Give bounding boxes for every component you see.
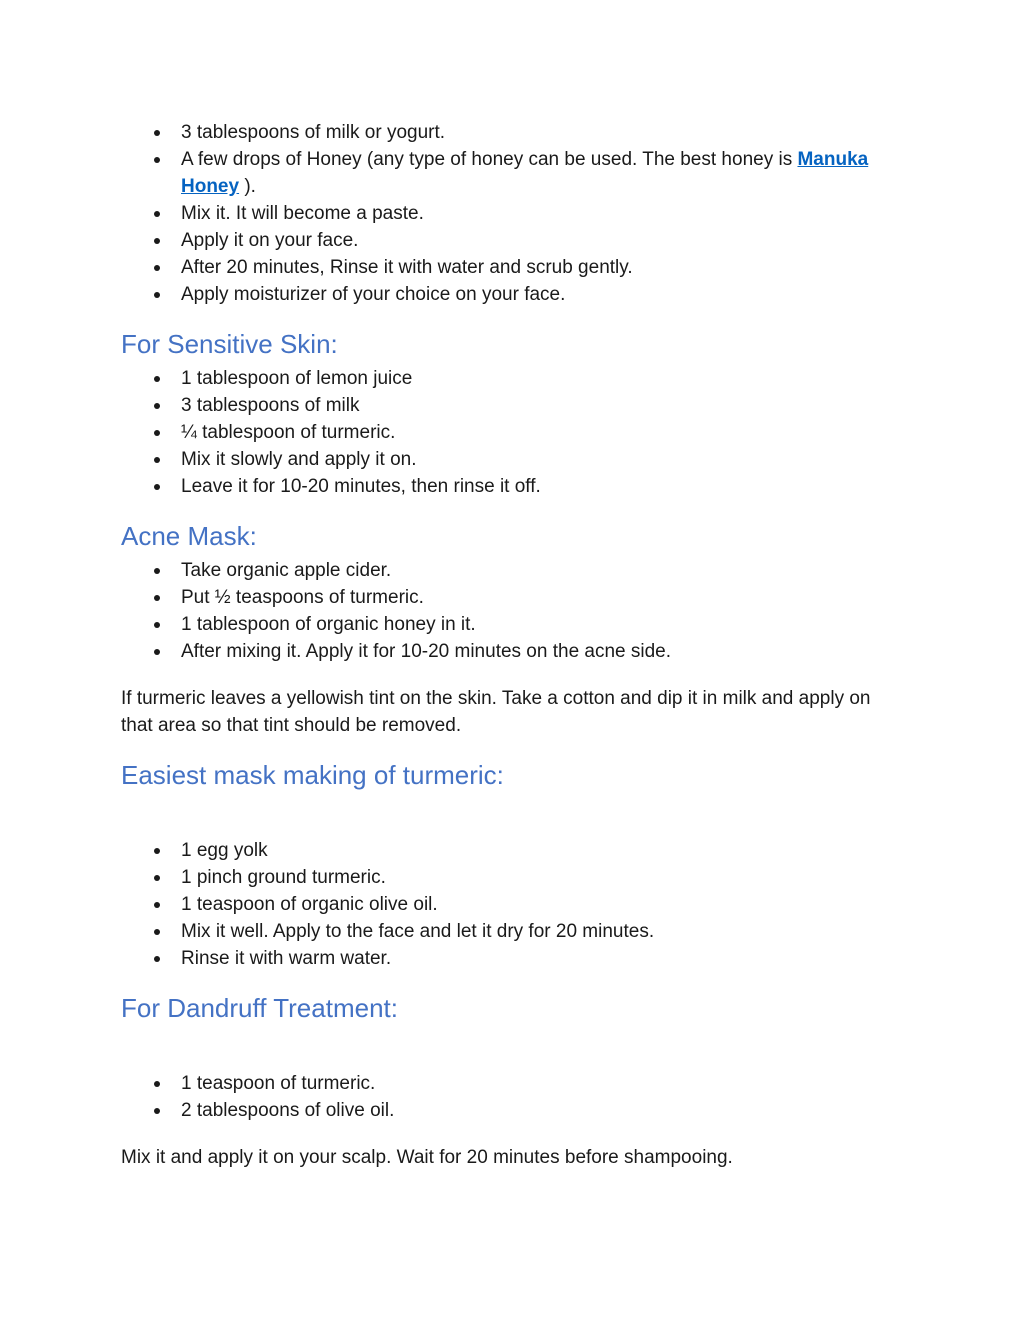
manuka-honey-link[interactable]: Manuka Honey (181, 149, 869, 197)
dandruff-heading: For Dandruff Treatment: (121, 993, 398, 1023)
bullet-icon (154, 956, 160, 962)
list-item: 1 pinch ground turmeric. (121, 864, 881, 891)
bullet-icon (154, 238, 160, 244)
list-item: A few drops of Honey (any type of honey can be used. The best honey is Manuka Honey ). (121, 146, 881, 200)
bullet-icon (154, 875, 160, 881)
easiest-mask-heading: Easiest mask making of turmeric: (121, 760, 504, 790)
list-item: Apply it on your face. (121, 227, 881, 254)
list-item: ¼ tablespoon of turmeric. (121, 419, 881, 446)
list-item: Mix it. It will become a paste. (121, 200, 881, 227)
bullet-icon (154, 292, 160, 298)
bullet-icon (154, 403, 160, 409)
list-item: 1 egg yolk (121, 837, 881, 864)
list-item: Apply moisturizer of your choice on your face. (121, 281, 881, 308)
list-item: 3 tablespoons of milk (121, 392, 881, 419)
bullet-icon (154, 265, 160, 271)
list-item: 2 tablespoons of olive oil. (121, 1097, 881, 1124)
bullet-icon (154, 1108, 160, 1114)
dandruff-list (121, 1070, 881, 1124)
intro-ingredient-list (121, 119, 881, 308)
list-item: Mix it well. Apply to the face and let it dry for 20 minutes. (121, 918, 881, 945)
bullet-icon (154, 902, 160, 908)
acne-mask-list (121, 557, 881, 665)
list-item: After 20 minutes, Rinse it with water and scrub gently. (121, 254, 881, 281)
list-item: 1 teaspoon of organic olive oil. (121, 891, 881, 918)
bullet-icon (154, 622, 160, 628)
bullet-icon (154, 848, 160, 854)
bullet-icon (154, 457, 160, 463)
bullet-icon (154, 157, 160, 163)
bullet-icon (154, 130, 160, 136)
list-item: 1 teaspoon of turmeric. (121, 1070, 881, 1097)
page-content (121, 119, 881, 1171)
list-item: Mix it slowly and apply it on. (121, 446, 881, 473)
bullet-icon (154, 376, 160, 382)
bullet-icon (154, 649, 160, 655)
list-item: 1 tablespoon of lemon juice (121, 365, 881, 392)
bullet-icon (154, 568, 160, 574)
easiest-mask-list (121, 837, 881, 972)
dandruff-note: Mix it and apply it on your scalp. Wait for 20 minutes before shampooing. (121, 1147, 733, 1168)
list-item: Take organic apple cider. (121, 557, 881, 584)
acne-mask-heading: Acne Mask: (121, 521, 257, 551)
bullet-icon (154, 1081, 160, 1087)
sensitive-skin-heading: For Sensitive Skin: (121, 329, 338, 359)
list-item: Put ½ teaspoons of turmeric. (121, 584, 881, 611)
list-item: 3 tablespoons of milk or yogurt. (121, 119, 881, 146)
turmeric-tint-note: If turmeric leaves a yellowish tint on the skin. Take a cotton and dip it in milk and apply on that area so that tint should be removed. (121, 688, 871, 736)
list-item: After mixing it. Apply it for 10-20 minutes on the acne side. (121, 638, 881, 665)
bullet-icon (154, 929, 160, 935)
bullet-icon (154, 484, 160, 490)
sensitive-skin-list (121, 365, 881, 500)
bullet-icon (154, 595, 160, 601)
list-item: 1 tablespoon of organic honey in it. (121, 611, 881, 638)
bullet-icon (154, 211, 160, 217)
bullet-icon (154, 430, 160, 436)
list-item: Rinse it with warm water. (121, 945, 881, 972)
list-item: Leave it for 10-20 minutes, then rinse it off. (121, 473, 881, 500)
